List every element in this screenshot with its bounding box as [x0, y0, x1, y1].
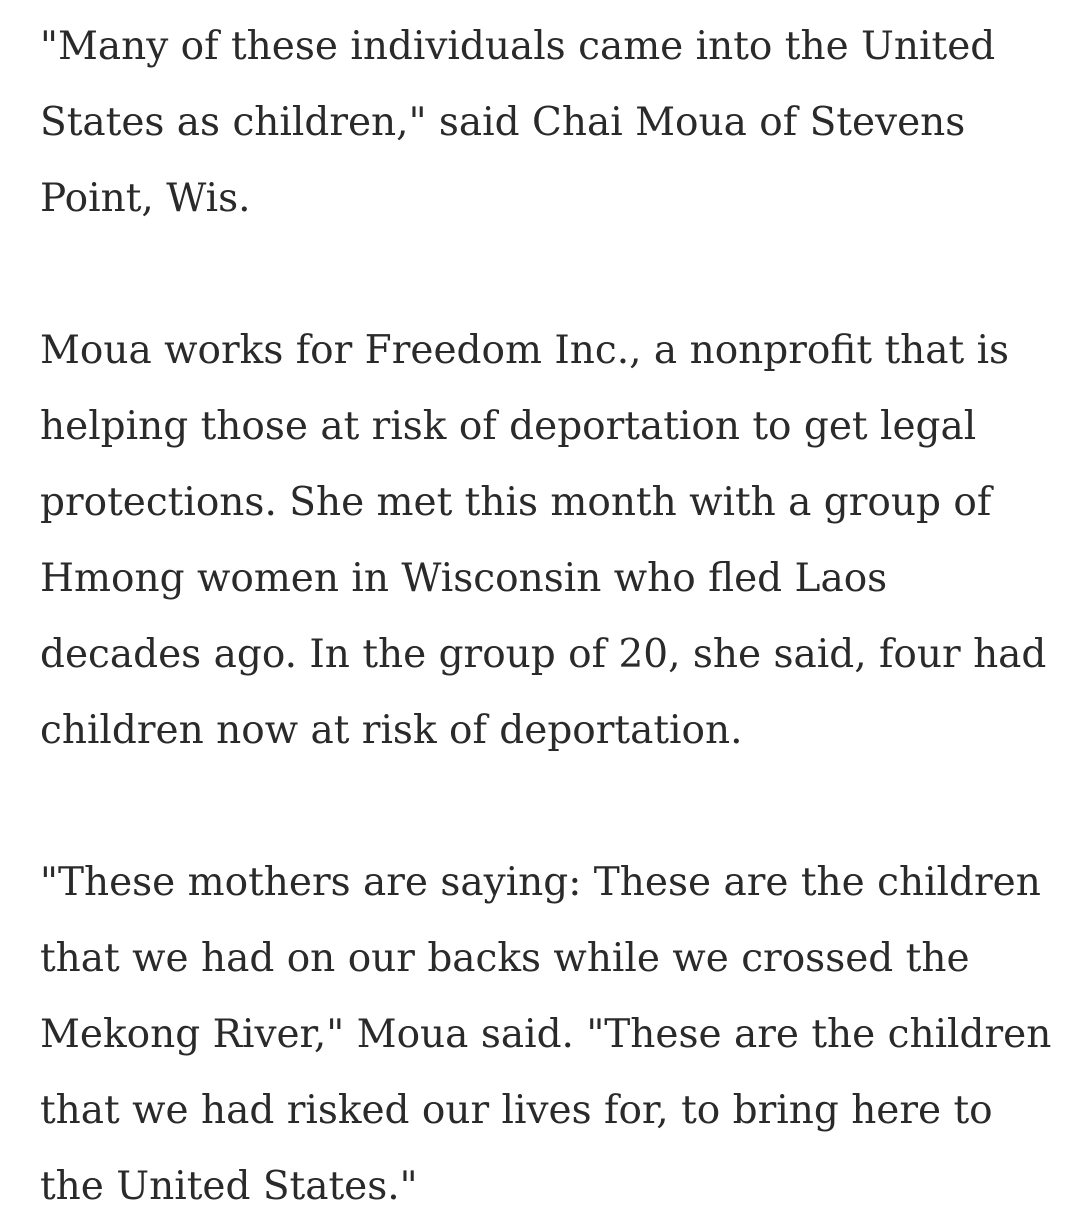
text-line: Point, Wis.	[40, 176, 251, 221]
text-line: children now at risk of deportation.	[40, 708, 743, 753]
article-body	[40, 0, 1060, 1225]
text-line: that we had risked our lives for, to bring here to	[40, 1088, 993, 1133]
text-line: protections. She met this month with a group of	[40, 480, 992, 525]
text-line: "Many of these individuals came into the United	[40, 24, 996, 69]
article-paragraph	[40, 845, 1060, 1225]
text-line: that we had on our backs while we crossed the	[40, 936, 970, 981]
text-line: decades ago. In the group of 20, she said, four had	[40, 632, 1047, 677]
text-line: the United States."	[40, 1164, 418, 1209]
text-line: States as children," said Chai Moua of Stevens	[40, 100, 966, 145]
text-line: Hmong women in Wisconsin who fled Laos	[40, 556, 888, 601]
text-line: Moua works for Freedom Inc., a nonprofit that is	[40, 328, 1010, 373]
text-line: "These mothers are saying: These are the children	[40, 860, 1041, 905]
text-line: helping those at risk of deportation to get legal	[40, 404, 977, 449]
article-paragraph	[40, 313, 1060, 769]
article-paragraph	[40, 0, 1060, 237]
text-line: Mekong River," Moua said. "These are the children	[40, 1012, 1052, 1057]
